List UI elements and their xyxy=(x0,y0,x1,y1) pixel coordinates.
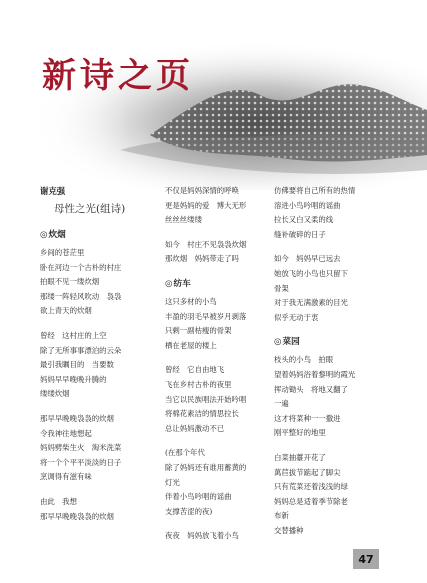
poem-line: 那缕一阵轻风吹动 袅袅 xyxy=(40,291,122,301)
poem-line: 夜夜 妈妈放飞着小鸟 xyxy=(165,531,239,541)
poem-line: 那早早晚晚袅袅的炊烟 xyxy=(40,511,114,521)
section-marker-icon: ◎ xyxy=(165,278,173,289)
poem-line: 缕缕炊烟 xyxy=(40,389,70,399)
poem-line: 溶进小鸟吟唱的谣曲 xyxy=(274,200,341,210)
poem-line: 更是妈妈的爱 博大无形 xyxy=(165,200,247,210)
stanza xyxy=(40,329,158,402)
poem-line: 由此 我想 xyxy=(40,496,77,506)
stanza xyxy=(165,446,283,519)
poem-line: 栖在老屋的楼上 xyxy=(165,340,217,350)
page-number: 47 xyxy=(353,549,379,569)
stanza xyxy=(165,529,283,544)
poem-column-3 xyxy=(274,184,392,538)
poem-line: 烹调得有滋有味 xyxy=(40,472,92,482)
poem-line: 最引我瞩目的 当要数 xyxy=(40,360,114,370)
poem-line: 将一个个平平淡淡的日子 xyxy=(40,457,122,467)
stanza xyxy=(165,363,283,436)
poem-line: 只剩一副枯瘦的骨架 xyxy=(165,326,232,336)
stanza xyxy=(274,252,392,325)
poem-line: 那早早晚晚袅袅的炊烟 xyxy=(40,413,114,423)
poem-line: 如今 村庄不见袅袅炊烟 xyxy=(165,239,247,249)
poem-line: (在那个年代 xyxy=(165,448,205,458)
poem-line: 曾经 这村庄的上空 xyxy=(40,330,107,340)
poem-line: 丰盈的羽毛早被岁月剥落 xyxy=(165,311,247,321)
poem-line: 拉长又白又柔的线 xyxy=(274,215,334,225)
stanza xyxy=(165,184,283,228)
poem-line: 白菜抽薹开花了 xyxy=(274,452,326,462)
section-heading: ◎炊烟 xyxy=(40,230,66,240)
poem-line: 除了无所事事漂泊的云朵 xyxy=(40,345,122,355)
poem-line: 望着妈妈浴着黎明的霞光 xyxy=(274,369,356,379)
poem-line: 那炊烟 妈妈带走了吗 xyxy=(165,254,239,264)
poem-line: 只有荒菜还着浅浅的绿 xyxy=(274,482,348,492)
poem-line: 卧在河边一个古朴的村庄 xyxy=(40,262,122,272)
poem-line: 丝丝丝缕缕 xyxy=(165,215,202,225)
poem-line: 交替播种 xyxy=(274,525,304,535)
poem-line: 妈妈早早晚晚升腾的 xyxy=(40,374,107,384)
poem-line: 这才将菜种一一撒进 xyxy=(274,413,341,423)
poem-line: 缝补破碎的日子 xyxy=(274,229,326,239)
author-name: 谢克强 xyxy=(40,186,66,196)
section-heading: ◎菜园 xyxy=(274,337,300,348)
poem-column-2 xyxy=(165,184,283,544)
section-marker-icon: ◎ xyxy=(274,337,282,348)
poem-title: 母性之光(组诗) xyxy=(54,203,126,215)
poem-line: 当它以民族唱法开始吟唱 xyxy=(165,394,247,404)
poem-line: 总让妈妈激动不已 xyxy=(165,423,225,433)
poem-line: 伴着小鸟吟唱的谣曲 xyxy=(165,492,232,502)
poem-line: 挥动锄头 将地又翻了 xyxy=(274,384,348,394)
poem-line: 布新 xyxy=(274,511,289,521)
poem-line: 她放飞的小鸟也只留下 xyxy=(274,268,348,278)
poem-line: 似乎无动于衷 xyxy=(274,312,319,322)
poem-line: 仿佛要将自己所有的热情 xyxy=(274,186,356,195)
stanza xyxy=(40,412,158,485)
section-heading: ◎纺车 xyxy=(165,278,191,289)
stanza xyxy=(274,353,392,441)
poem-line: 除了妈妈还有谁用蓄黄的 xyxy=(165,462,247,472)
poem-line: 萬苣拔节踮起了脚尖 xyxy=(274,467,341,477)
poem-line: 不仅是妈妈深情的呼唤 xyxy=(165,186,239,195)
poem-line: 飞在乡村古朴的夜里 xyxy=(165,379,232,389)
poem-line: 支撑苦涩的夜) xyxy=(165,506,213,516)
poem-column-1 xyxy=(40,184,158,524)
stanza xyxy=(40,246,158,319)
poem-line: 刚平整好的地里 xyxy=(274,428,326,438)
stanza xyxy=(274,184,392,242)
section-marker-icon: ◎ xyxy=(40,230,48,240)
poem-line: 妈妈劈柴生火 淘米洗菜 xyxy=(40,443,122,453)
stanza xyxy=(165,238,283,267)
poem-line: 曾经 它自由地飞 xyxy=(165,365,225,375)
poem-line: 将棉花素洁的情思拉长 xyxy=(165,409,239,419)
poem-line: 这只多材的小鸟 xyxy=(165,296,217,306)
poem-line: 欲上青天的炊烟 xyxy=(40,306,92,316)
poem-line: 骨架 xyxy=(274,283,289,293)
page-title: 新诗之页 xyxy=(42,56,194,96)
poem-line: 拍眼不见一缕炊烟 xyxy=(40,277,100,287)
stanza xyxy=(165,295,283,353)
poem-line: 对于我无满激素的目光 xyxy=(274,298,348,308)
stanza xyxy=(274,451,392,539)
poem-line: 枝头的小鸟 拍眼 xyxy=(274,355,334,365)
poem-line: 乡间的苍茫里 xyxy=(40,248,85,257)
poem-line: 如今 妈妈早已远去 xyxy=(274,254,341,264)
poem-line: 一遍 xyxy=(274,399,289,409)
poem-line: 令我神往地想起 xyxy=(40,428,92,438)
poem-line: 灯光 xyxy=(165,477,180,487)
stanza xyxy=(40,495,158,524)
poem-line: 妈妈总是适着季节除老 xyxy=(274,496,348,506)
